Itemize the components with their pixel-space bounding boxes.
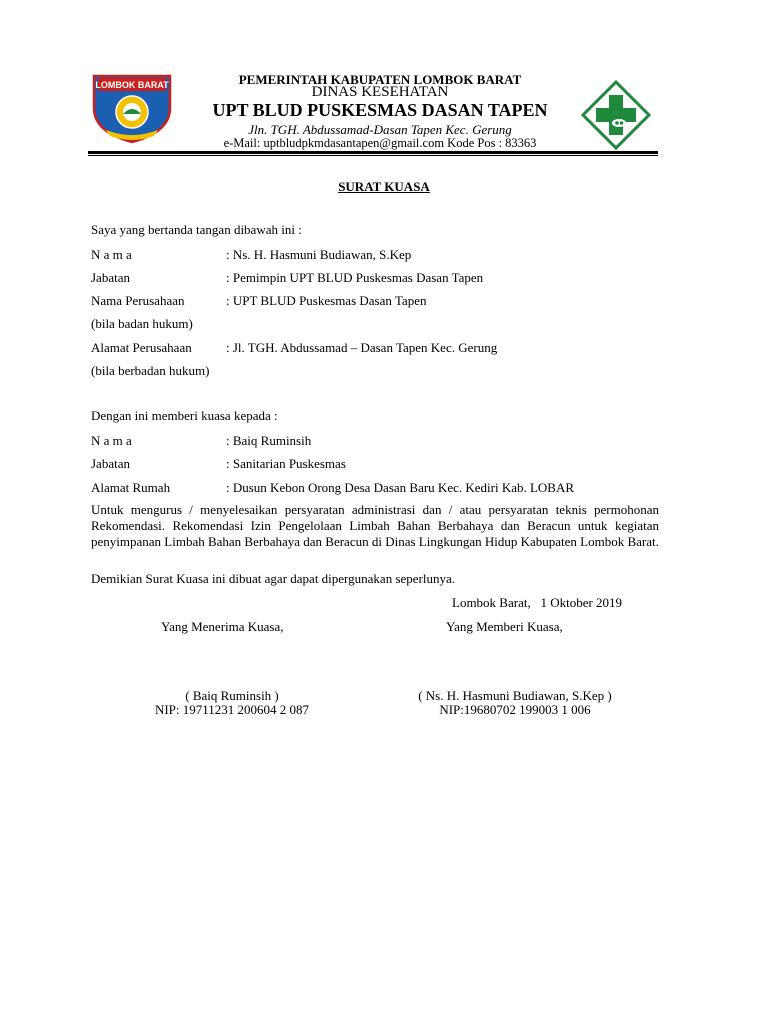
grantee-address-label: Alamat Rumah	[91, 480, 171, 495]
header-contact: e-Mail: uptbludpkmdasantapen@gmail.com Kode Pos : 83363	[223, 136, 537, 150]
grantor-company-value: : UPT BLUD Puskesmas Dasan Tapen	[226, 293, 427, 308]
grantor-address-label: Alamat Perusahaan	[91, 340, 192, 355]
grantor-address-note: (bila berbadan hukum)	[91, 363, 210, 378]
header-divider-thin	[88, 155, 658, 156]
grantee-address-value: : Dusun Kebon Orong Desa Dasan Baru Kec. Kediri Kab. LOBAR	[226, 480, 575, 495]
giver-heading: Yang Memberi Kuasa,	[446, 619, 563, 634]
intro-text: Saya yang bertanda tangan dibawah ini :	[91, 222, 302, 237]
giver-name: ( Ns. H. Hasmuni Budiawan, S.Kep )	[418, 688, 612, 703]
lombok-barat-emblem-icon	[92, 74, 172, 144]
purpose-paragraph: Untuk mengurus / menyelesaikan persyaratan administrasi dan / atau persyaratan teknis permohonan Rekomendasi. Rekomendasi Izin Pengelolaan Limbah Bahan Berbahaya dan Beracun untuk kegiatan penyimpanan Limbah Bahan Berbahaya dan Beracun di Dinas Lingkungan Hidup Kabupaten Lombok Barat.	[91, 502, 659, 549]
grantee-name-label: N a m a	[91, 433, 132, 448]
grantor-address-value: : Jl. TGH. Abdussamad – Dasan Tapen Kec. Gerung	[226, 340, 498, 355]
place-date: Lombok Barat, 1 Oktober 2019	[452, 595, 623, 610]
emblem-label: LOMBOK BARAT	[95, 80, 169, 90]
receiver-heading: Yang Menerima Kuasa,	[161, 619, 284, 634]
document-title: SURAT KUASA	[338, 179, 430, 194]
grantor-company-note: (bila badan hukum)	[91, 316, 193, 331]
header-institution: UPT BLUD PUSKESMAS DASAN TAPEN	[212, 100, 548, 120]
grantor-name-value: : Ns. H. Hasmuni Budiawan, S.Kep	[226, 247, 412, 262]
puskesmas-cross-icon	[580, 79, 652, 151]
grantee-position-label: Jabatan	[91, 456, 130, 471]
grantee-position-value: : Sanitarian Puskesmas	[226, 456, 346, 471]
receiver-nip: NIP: 19711231 200604 2 087	[154, 702, 310, 717]
receiver-name: ( Baiq Ruminsih )	[185, 688, 279, 703]
grantor-position-label: Jabatan	[91, 270, 130, 285]
header-divider-thick	[88, 151, 658, 154]
closing-text: Demikian Surat Kuasa ini dibuat agar dapat dipergunakan seperlunya.	[91, 571, 456, 586]
header-government: PEMERINTAH KABUPATEN LOMBOK BARAT	[238, 72, 522, 87]
grantor-company-label: Nama Perusahaan	[91, 293, 185, 308]
grantor-name-label: N a m a	[91, 247, 132, 262]
grantee-name-value: : Baiq Ruminsih	[226, 433, 312, 448]
header-address: Jln. TGH. Abdussamad-Dasan Tapen Kec. Gerung	[248, 122, 512, 137]
grant-intro-text: Dengan ini memberi kuasa kepada :	[91, 408, 278, 423]
header-department: DINAS KESEHATAN	[311, 84, 449, 100]
grantor-position-value: : Pemimpin UPT BLUD Puskesmas Dasan Tapen	[226, 270, 484, 285]
giver-nip: NIP:19680702 199003 1 006	[439, 702, 591, 717]
